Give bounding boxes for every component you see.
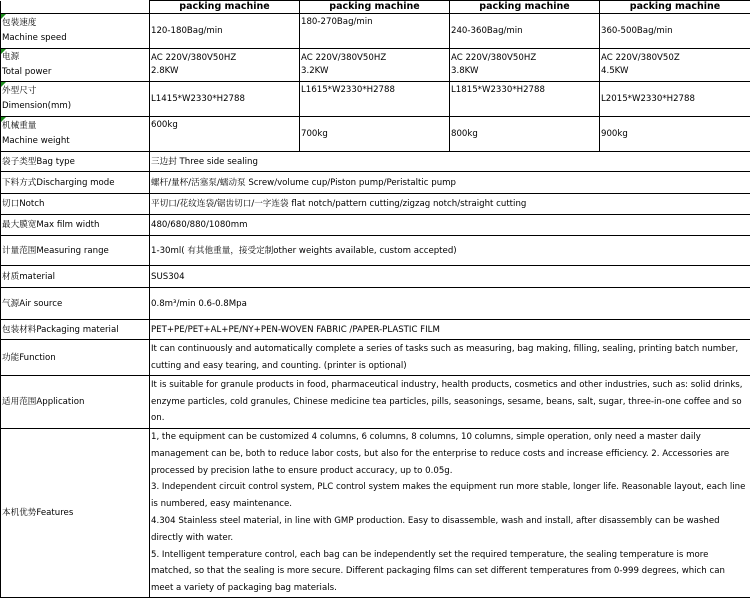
row-measuring — [1, 236, 750, 266]
weight-label-cn: 机械重量 — [2, 121, 37, 131]
features-paragraph: 4.304 Stainless steel material, in line with GMP production. Easy to disassemble, wash and install, after disassembly can be washed directly with water. — [151, 515, 720, 543]
packaging-label: 包装材料Packaging material — [1, 320, 150, 340]
power-value: AC 220V/380V50Z 4.5KW — [600, 49, 750, 82]
speed-value: 360-500Bag/min — [600, 14, 750, 49]
cell-marker-icon — [1, 14, 6, 19]
row-features — [1, 429, 750, 598]
dimension-label-cell — [1, 82, 150, 117]
row-packaging — [1, 320, 750, 340]
header-col-4: packing machine — [600, 1, 750, 14]
material-value: SUS304 — [150, 266, 750, 288]
power-value: AC 220V/380V50HZ 3.8KW — [450, 49, 600, 82]
power-value: AC 220V/380V50HZ 3.2KW — [300, 49, 450, 82]
material-label: 材质material — [1, 266, 150, 288]
cell-marker-icon — [1, 117, 6, 122]
weight-value: 700kg — [300, 117, 450, 152]
features-label: 本机优势Features — [1, 429, 150, 598]
bag-type-value: 三边封 Three side sealing — [150, 152, 750, 172]
application-label: 适用范围Application — [1, 376, 150, 429]
row-weight — [1, 117, 750, 152]
weight-value: 900kg — [600, 117, 750, 152]
speed-label-cn: 包裝速度 — [2, 18, 37, 28]
cell-marker-icon — [1, 49, 6, 54]
packaging-value: PET+PE/PET+AL+PE/NY+PEN-WOVEN FABRIC /PAPER-PLASTIC FILM — [150, 320, 750, 340]
function-label: 功能Function — [1, 340, 150, 376]
speed-label-en: Machine speed — [2, 33, 67, 43]
dimension-value: L2015*W2330*H2788 — [600, 82, 750, 117]
function-value: It can continuously and automatically complete a series of tasks such as measuring, bag making, filling, sealing, printing batch number, cutting and easy tearing, and counting. (printer is optional) — [150, 340, 750, 376]
cell-marker-icon — [1, 82, 6, 87]
header-blank-cell — [1, 1, 150, 14]
weight-value: 600kg — [150, 117, 300, 152]
weight-label-cell — [1, 117, 150, 152]
weight-value: 800kg — [450, 117, 600, 152]
dimension-value: L1415*W2330*H2788 — [150, 82, 300, 117]
speed-value: 120-180Bag/min — [150, 14, 300, 49]
features-paragraph: 1, the equipment can be customized 4 columns, 6 columns, 8 columns, 10 columns, simple operation, only need a master daily management can be, both to reduce labor costs, but also for the enterprise to reduce costs and increase efficiency. 2. Accessories are processed by precision lathe to ensure product accuracy, up to 0.05g. — [151, 432, 730, 476]
weight-label-en: Machine weight — [2, 136, 70, 146]
dimension-label-en: Dimension(mm) — [2, 101, 72, 111]
speed-value: 240-360Bag/min — [450, 14, 600, 49]
header-row — [1, 1, 750, 14]
film-width-value: 480/680/880/1080mm — [150, 215, 750, 236]
row-bag-type — [1, 152, 750, 172]
row-speed — [1, 14, 750, 49]
notch-label: 切口Notch — [1, 194, 150, 215]
notch-value: 平切口/花纹连袋/锯齿切口/一字连袋 flat notch/pattern cutting/zigzag notch/straight cutting — [150, 194, 750, 215]
power-label-cell — [1, 49, 150, 82]
discharging-label: 下料方式Discharging mode — [1, 172, 150, 194]
power-label-en: Total power — [2, 67, 52, 77]
row-function — [1, 340, 750, 376]
power-value: AC 220V/380V50HZ 2.8KW — [150, 49, 300, 82]
features-paragraph: 3. Independent circuit control system, PLC control system makes the equipment run more stable, longer life. Reasonable layout, each line is numbered, easy maintenance. — [151, 482, 746, 510]
film-width-label: 最大膜宽Max film width — [1, 215, 150, 236]
measuring-label: 计量范围Measuring range — [1, 236, 150, 266]
application-value: It is suitable for granule products in food, pharmaceutical industry, health products, cosmetics and other industries, such as: solid drinks, enzyme particles, cold granules, Chinese medicine tea particles, pills, seasonings, sesame, beans, salt, sugar, three-in-one coffee and so on. — [150, 376, 750, 429]
dimension-value: L1615*W2330*H2788 — [300, 82, 450, 117]
row-application — [1, 376, 750, 429]
power-label-cn: 电源 — [2, 52, 20, 62]
header-col-2: packing machine — [300, 1, 450, 14]
bag-type-label: 袋子类型Bag type — [1, 152, 150, 172]
speed-label-cell — [1, 14, 150, 49]
row-material — [1, 266, 750, 288]
dimension-label-cn: 外型尺寸 — [2, 86, 37, 96]
row-dimension — [1, 82, 750, 117]
row-power — [1, 49, 750, 82]
features-paragraph: 5. Intelligent temperature control, each bag can be independently set the required temperature, the sealing temperature is more matched, so that the sealing is more secure. Different packaging films can set different temperatures from 0-999 degrees, which can meet a variety of packaging bag materials. — [151, 549, 725, 594]
discharging-value: 螺杆/量杯/活塞泵/蠕动泵 Screw/volume cup/Piston pump/Peristaltic pump — [150, 172, 750, 194]
air-label: 气源Air source — [1, 288, 150, 320]
header-col-3: packing machine — [450, 1, 600, 14]
measuring-value: 1-30ml( 有其他重量，接受定制other weights available, custom accepted) — [150, 236, 750, 266]
speed-value: 180-270Bag/min — [300, 14, 450, 49]
row-film-width — [1, 215, 750, 236]
row-notch — [1, 194, 750, 215]
features-value — [150, 429, 750, 598]
air-value: 0.8m³/min 0.6-0.8Mpa — [150, 288, 750, 320]
dimension-value: L1815*W2330*H2788 — [450, 82, 600, 117]
header-col-1: packing machine — [150, 1, 300, 14]
row-air — [1, 288, 750, 320]
row-discharging — [1, 172, 750, 194]
